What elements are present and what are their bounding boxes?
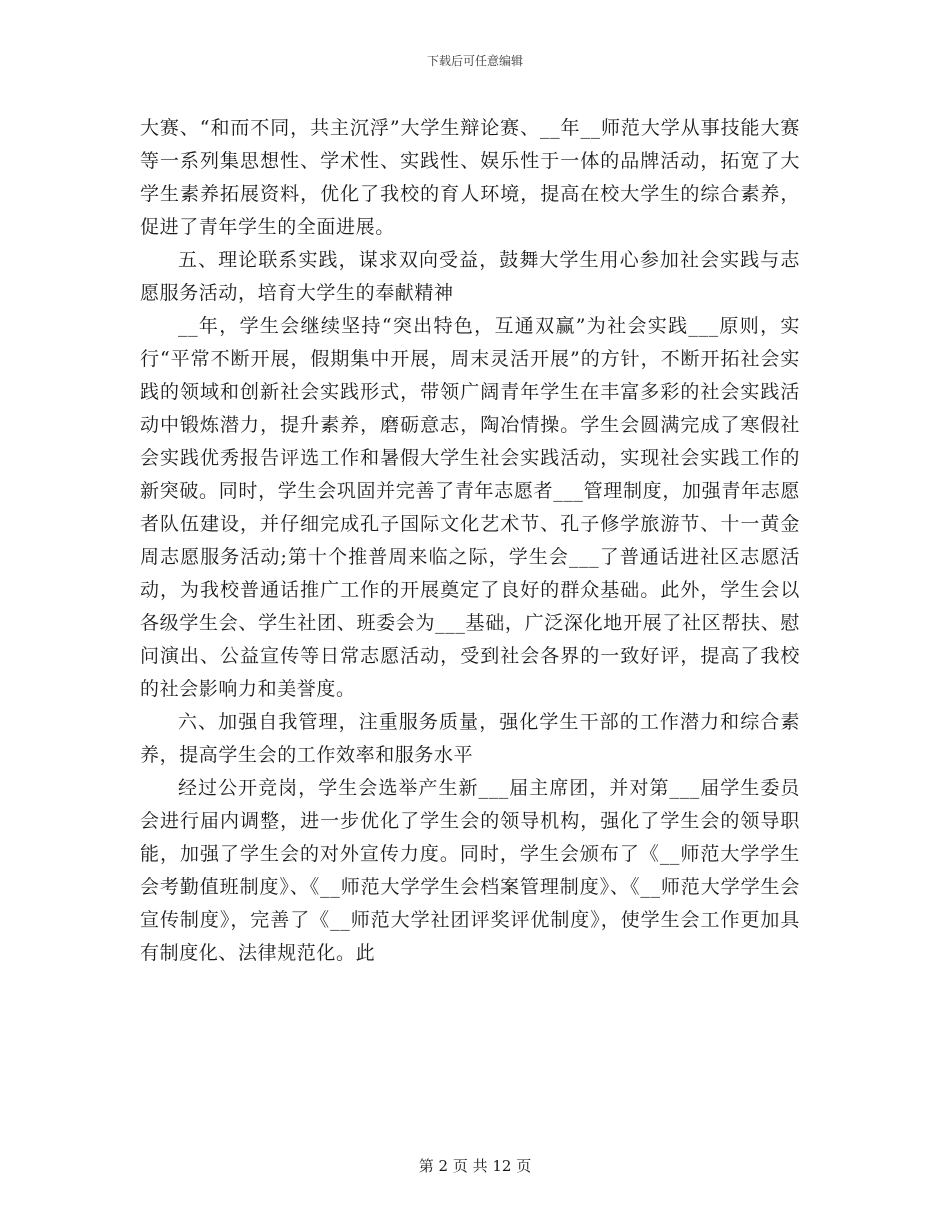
page-header: 下载后可任意编辑 [426,54,523,68]
section-heading-six: 六、加强自我管理，注重服务质量，强化学生干部的工作潜力和综合素养，提高学生会的工作效率和服务水平 [140,711,800,766]
paragraph-self-management: 经过公开竞岗，学生会选举产生新___届主席团，并对第___届学生委员会进行届内调整，进一步优化了学生会的领导机构，强化了学生会的领导职能，加强了学生会的对外宣传力度。同时，学生会颁布了《__师范大学学生会考勤值班制度》、《__师范大学学生会档案管理制度》、《__师范大学学生会宣传制度》，完善了《__师范大学社团评奖评优制度》，使学生会工作更加具有制度化、法律规范化。此 [140,777,800,964]
page-footer: 第 2 页 共 12 页 [418,1157,532,1175]
paragraph-social-practice: __年，学生会继续坚持“突出特色，互通双赢”为社会实践___原则，实行“平常不断开展，假期集中开展，周末灵活开展”的方针，不断开拓社会实践的领域和创新社会实践形式，带领广阔青年学生在丰富多彩的社会实践活动中锻炼潜力，提升素养，磨砺意志，陶冶情操。学生会圆满完成了寒假社会实践优秀报告评选工作和暑假大学生社会实践活动，实现社会实践工作的新突破。同时，学生会巩固并完善了青年志愿者___管理制度，加强青年志愿者队伍建设，并仔细完成孔子国际文化艺术节、孔子修学旅游节、十一黄金周志愿服务活动;第十个推普周来临之际，学生会___了普通话进社区志愿活动，为我校普通话推广工作的开展奠定了良好的群众基础。此外，学生会以各级学生会、学生社团、班委会为___基础，广泛深化地开展了社区帮扶、慰问演出、公益宣传等日常志愿活动，受到社会各界的一致好评，提高了我校的社会影响力和美誉度。 [140,315,800,700]
paragraph-continued: 大赛、“和而不同，共主沉浮”大学生辩论赛、__年__师范大学从事技能大赛等一系列集思想性、学术性、实践性、娱乐性于一体的品牌活动，拓宽了大学生素养拓展资料，优化了我校的育人环境，提高在校大学生的综合素养，促进了青年学生的全面进展。 [140,117,800,238]
section-heading-five: 五、理论联系实践，谋求双向受益，鼓舞大学生用心参加社会实践与志愿服务活动，培育大学生的奉献精神 [140,249,800,304]
document-body [140,112,800,970]
